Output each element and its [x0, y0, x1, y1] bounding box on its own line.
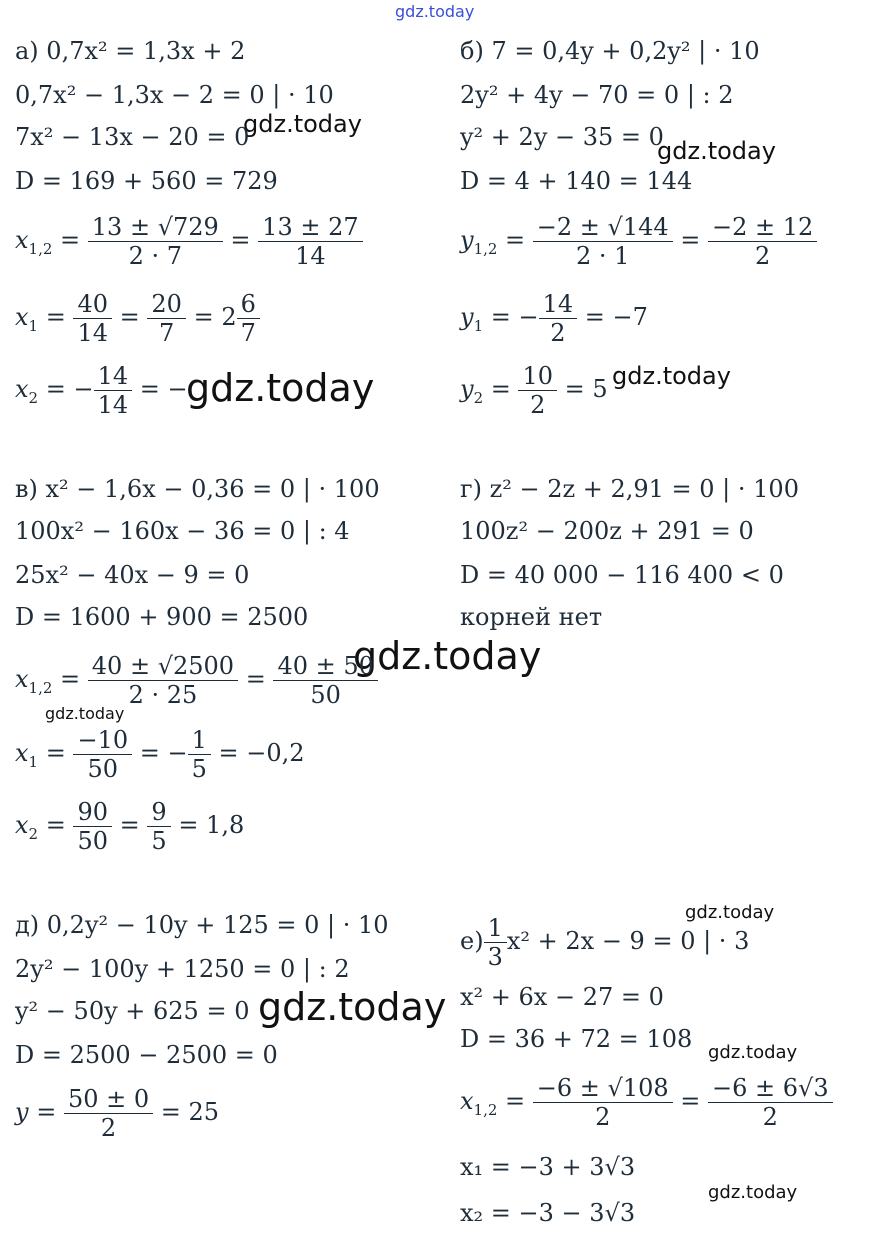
- v-line-3: 25x² − 40x − 9 = 0: [15, 561, 250, 589]
- e-line-1: е) $\frac{1}{3}$ x² + 2x − 9 = 0 | · 3: [460, 914, 750, 971]
- v-line-4: D = 1600 + 900 = 2500: [15, 603, 309, 631]
- v-x2: $x_2$ = $\frac{90}{50}$ = $\frac{9}{5}$ = 1,8: [15, 798, 245, 855]
- v-roots-formula: $x_{1,2}$ = $\frac{40 \pm √2500}{2 \cdot 25}$ = $\frac{40 \pm 50}{50}$: [15, 652, 378, 709]
- d-line-1: д) 0,2y² − 10y + 125 = 0 | · 10: [15, 911, 389, 939]
- watermark: gdz.today: [243, 110, 362, 138]
- watermark: gdz.today: [353, 634, 542, 678]
- g-line-2: 100z² − 200z + 291 = 0: [460, 517, 754, 545]
- b-roots-formula: $y_{1,2}$ = $\frac{-2 \pm √144}{2 \cdot 1}$ = $\frac{-2 \pm 12}{2}$: [460, 213, 817, 270]
- a-line-1: а) 0,7x² = 1,3x + 2: [15, 37, 246, 65]
- b-line-2: 2y² + 4y − 70 = 0 | : 2: [460, 81, 734, 109]
- a-roots-formula: $x_{1,2}$ = $\frac{13 \pm √729}{2 \cdot 7}$ = $\frac{13 \pm 27}{14}$: [15, 213, 363, 270]
- watermark: gdz.today: [258, 985, 447, 1029]
- g-line-1: г) z² − 2z + 2,91 = 0 | · 100: [460, 475, 799, 503]
- d-line-3: y² − 50y + 625 = 0: [15, 997, 250, 1025]
- watermark: gdz.today: [685, 902, 775, 923]
- b-line-4: D = 4 + 140 = 144: [460, 167, 693, 195]
- watermark: gdz.today: [186, 366, 375, 410]
- watermark: gdz.today: [45, 704, 125, 723]
- b-y2: $y_2$ = $\frac{10}{2}$ = 5: [460, 362, 608, 419]
- e-x1: x₁ = −3 + 3√3: [460, 1153, 636, 1181]
- a-line-4: D = 169 + 560 = 729: [15, 167, 278, 195]
- watermark: gdz.today: [657, 137, 776, 165]
- watermark-top: gdz.today: [395, 2, 475, 21]
- d-line-2: 2y² − 100y + 1250 = 0 | : 2: [15, 955, 350, 983]
- e-line-3: D = 36 + 72 = 108: [460, 1025, 693, 1053]
- d-root: y = $\frac{50 \pm 0}{2}$ = 25: [15, 1085, 220, 1142]
- d-line-4: D = 2500 − 2500 = 0: [15, 1041, 278, 1069]
- v-line-2: 100x² − 160x − 36 = 0 | : 4: [15, 517, 350, 545]
- watermark: gdz.today: [708, 1182, 798, 1203]
- watermark: gdz.today: [708, 1042, 798, 1063]
- a-x1: $x_1$ = $\frac{40}{14}$ = $\frac{20}{7}$ = 2 $\frac{6}{7}$: [15, 290, 260, 347]
- watermark: gdz.today: [612, 362, 731, 390]
- e-x2: x₂ = −3 − 3√3: [460, 1199, 636, 1227]
- e-roots-formula: $x_{1,2}$ = $\frac{-6 \pm √108}{2}$ = $\frac{-6 \pm 6√3}{2}$: [460, 1074, 833, 1131]
- v-line-1: в) x² − 1,6x − 0,36 = 0 | · 100: [15, 475, 380, 503]
- a-line-3: 7x² − 13x − 20 = 0: [15, 123, 250, 151]
- b-line-1: б) 7 = 0,4y + 0,2y² | · 10: [460, 37, 760, 65]
- b-y1: $y_1$ = − $\frac{14}{2}$ = −7: [460, 290, 648, 347]
- v-x1: $x_1$ = $\frac{-10}{50}$ = − $\frac{1}{5}$ = −0,2: [15, 726, 305, 783]
- a-line-2: 0,7x² − 1,3x − 2 = 0 | · 10: [15, 81, 334, 109]
- e-line-2: x² + 6x − 27 = 0: [460, 983, 664, 1011]
- g-line-3: D = 40 000 − 116 400 < 0: [460, 561, 784, 589]
- a-x2: $x_2$ = − $\frac{14}{14}$ = −: [15, 362, 188, 419]
- b-line-3: y² + 2y − 35 = 0: [460, 123, 664, 151]
- g-line-4: корней нет: [460, 603, 603, 631]
